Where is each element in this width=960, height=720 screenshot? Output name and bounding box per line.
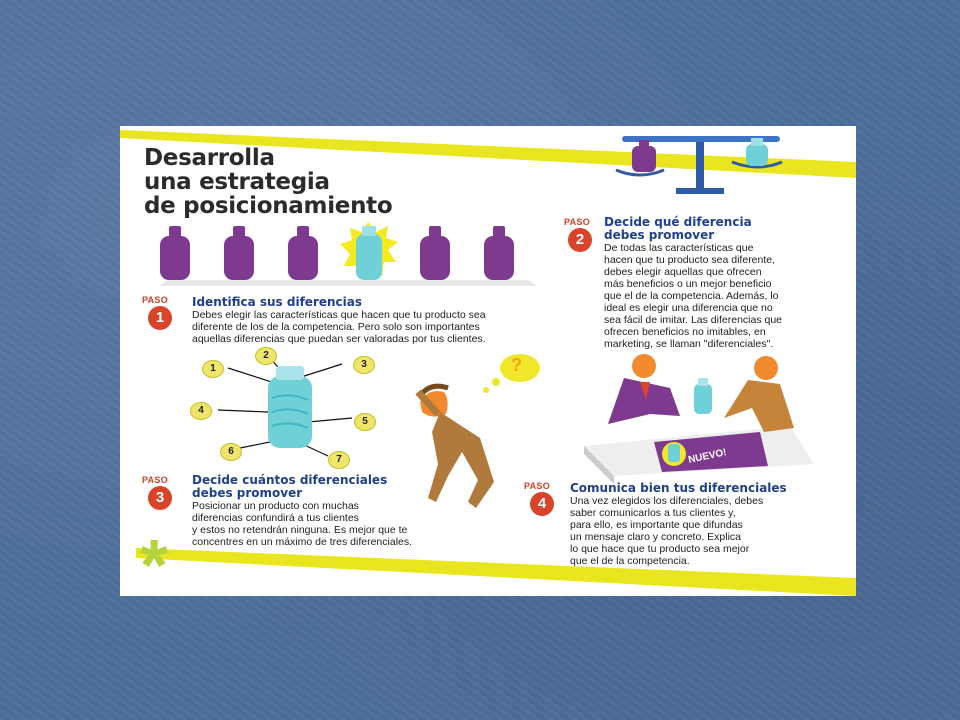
step-1-paso-label: PASO <box>142 295 169 305</box>
differential-number-6: 6 <box>220 443 242 461</box>
step-2-number-badge: 2 <box>568 228 592 252</box>
balance-scale-illustration <box>610 126 790 196</box>
bottle-icon <box>484 226 514 280</box>
step-4-number-badge: 4 <box>530 492 554 516</box>
asterisk-icon: * <box>140 526 169 596</box>
differential-number-7: 7 <box>328 451 350 469</box>
question-mark: ? <box>511 355 522 375</box>
step-3-paso-label: PASO <box>142 475 169 485</box>
bottle-icon <box>224 226 254 280</box>
step-2-text: De todas las características que hacen que tu producto sea diferente, debes elegir aquellas que ofrecen más beneficios o un mejor beneficio que el de la competencia. Además, lo ideal es elegir una diferencia que no sea fácil de imitar. Las diferencias que ofrecen beneficios no imitables, en marketing, se llaman "diferenciales". <box>604 242 783 350</box>
step-3-text: Posicionar un producto con muchas diferencias confundirá a tus clientes y estos no retendrán ninguna. Es mejor que te concentres en un máximo de tres diferenciales. <box>192 500 413 548</box>
page-title <box>144 146 392 218</box>
step-1-number-badge: 1 <box>148 306 172 330</box>
infographic-slide <box>120 126 856 596</box>
highlighted-bottle-icon <box>340 222 398 280</box>
title-line-1: Desarrolla <box>144 145 275 171</box>
differential-number-2: 2 <box>255 347 277 365</box>
thinking-person-illustration <box>410 352 540 512</box>
bottle-icon <box>288 226 318 280</box>
differential-number-5: 5 <box>354 413 376 431</box>
step-3-title: Decide cuántos diferenciales debes promover <box>192 473 388 500</box>
step-1-title: Identifica sus diferencias <box>192 295 363 309</box>
step-4-text: Una vez elegidos los diferenciales, debes saber comunicarlos a tus clientes y, para ello, es importante que difundas un mensaje claro y concreto. Explica lo que hace que tu producto sea mejor que el de la competencia. <box>570 495 764 567</box>
step-2-title: Decide qué diferencia debes promover <box>604 215 752 242</box>
step-3-number-badge: 3 <box>148 486 172 510</box>
differential-number-4: 4 <box>190 402 212 420</box>
new-sign-label: NUEVO! <box>687 447 728 466</box>
bottle-icon <box>160 226 190 280</box>
bottle-icon <box>420 226 450 280</box>
step-4-title: Comunica bien tus diferenciales <box>570 481 787 495</box>
step-2-paso-label: PASO <box>564 217 591 227</box>
step-4-paso-label: PASO <box>524 481 551 491</box>
differential-number-3: 3 <box>353 356 375 374</box>
title-line-3: de posicionamiento <box>144 193 393 219</box>
step-1-text: Debes elegir las características que hacen que tu producto sea diferente de los de la competencia. Pero solo son importantes aquellas diferencias que puedan ser valoradas por tus clientes. <box>192 309 486 345</box>
differential-number-1: 1 <box>202 360 224 378</box>
title-line-2: una estrategia <box>144 169 330 195</box>
bottles-row-illustration <box>138 222 558 292</box>
